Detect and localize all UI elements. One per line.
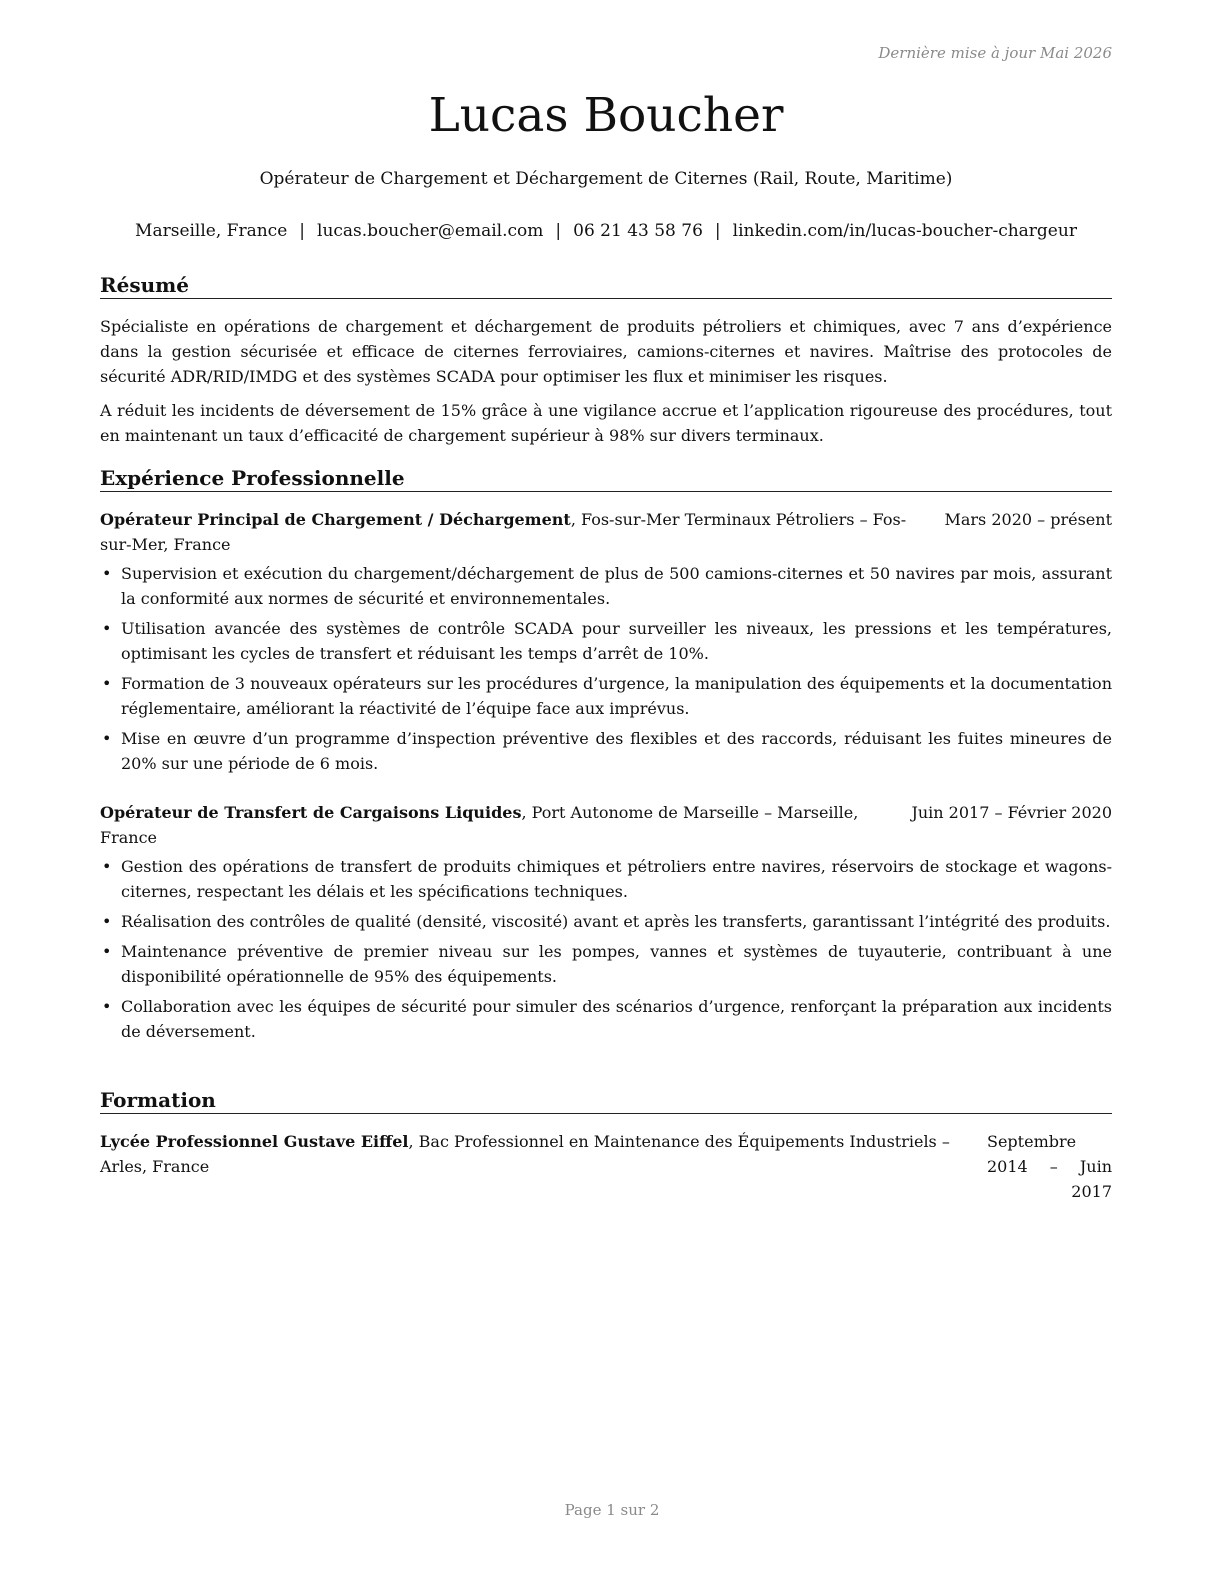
bullet-icon: • <box>102 619 112 638</box>
experience-bullet-list <box>100 561 1112 776</box>
contact-phone: 06 21 43 58 76 <box>573 221 703 241</box>
experience-company: , Port Autonome de Marseille – Marseille, France <box>100 803 859 847</box>
experience-entry <box>100 800 1112 1049</box>
bullet-icon: • <box>102 674 112 693</box>
experience-entry-header <box>100 507 1112 557</box>
bullet-text: Collaboration avec les équipes de sécurité pour simuler des scénarios d’urgence, renforçant la préparation aux incidents de déversement. <box>121 997 1112 1041</box>
bullet-icon: • <box>102 942 112 961</box>
experience-bullet <box>100 854 1112 904</box>
experience-bullet <box>100 616 1112 666</box>
bullet-icon: • <box>102 912 112 931</box>
experience-entry <box>100 507 1112 781</box>
contact-line <box>100 218 1112 244</box>
bullet-text: Utilisation avancée des systèmes de contrôle SCADA pour surveiller les niveaux, les pressions et les températures, optimisant les cycles de transfert et réduisant les temps d’arrêt de 10%. <box>121 619 1112 663</box>
experience-entry-header <box>100 800 1112 850</box>
contact-separator: | <box>714 221 721 241</box>
bullet-icon: • <box>102 729 112 748</box>
experience-bullet <box>100 561 1112 611</box>
bullet-icon: • <box>102 997 112 1016</box>
experience-bullet-list <box>100 854 1112 1044</box>
education-degree: , Bac Professionnel en Maintenance des Équipements Industriels – Arles, France <box>100 1132 950 1176</box>
bullet-text: Gestion des opérations de transfert de produits chimiques et pétroliers entre navires, réservoirs de stockage et wagons-citernes, respectant les délais et les spécifications techniques. <box>121 857 1112 901</box>
bullet-text: Mise en œuvre d’un programme d’inspection préventive des flexibles et des raccords, réduisant les fuites mineures de 20% sur une période de 6 mois. <box>121 729 1112 773</box>
education-school: Lycée Professionnel Gustave Eiffel <box>100 1132 409 1151</box>
bullet-icon: • <box>102 857 112 876</box>
experience-title: Opérateur de Transfert de Cargaisons Liquides <box>100 803 522 822</box>
contact-email-link[interactable]: lucas.boucher@email.com <box>317 221 544 241</box>
contact-separator: | <box>299 221 306 241</box>
section-heading-education: Formation <box>100 1087 1112 1114</box>
education-entry <box>100 1129 1112 1201</box>
summary-paragraph: Spécialiste en opérations de chargement et déchargement de produits pétroliers et chimiques, avec 7 ans d’expérience dans la gestion sécurisée et efficace de citernes ferroviaires, camions-citernes et navires. Maîtrise des protocoles de sécurité ADR/RID/IMDG et des systèmes SCADA pour optimiser les flux et minimiser les risques. <box>100 317 1112 386</box>
experience-dates: Mars 2020 – présent <box>920 507 1112 532</box>
experience-bullet <box>100 726 1112 776</box>
experience-bullet <box>100 994 1112 1044</box>
bullet-icon: • <box>102 564 112 583</box>
bullet-text: Maintenance préventive de premier niveau sur les pompes, vannes et systèmes de tuyauterie, contribuant à une disponibilité opérationnelle de 95% des équipements. <box>121 942 1112 986</box>
section-heading-experience: Expérience Professionnelle <box>100 465 1112 492</box>
contact-location: Marseille, France <box>135 221 288 241</box>
experience-company: , Fos-sur-Mer Terminaux Pétroliers – Fos-sur-Mer, France <box>100 510 907 554</box>
education-dates: Septembre 2014 – Juin 2017 <box>987 1132 1112 1201</box>
experience-title: Opérateur Principal de Chargement / Déchargement <box>100 510 571 529</box>
candidate-name: Lucas Boucher <box>428 88 784 143</box>
bullet-text: Supervision et exécution du chargement/déchargement de plus de 500 camions-citernes et 50 navires par mois, assurant la conformité aux normes de sécurité et environnementales. <box>121 564 1112 608</box>
experience-bullet <box>100 671 1112 721</box>
education-institution-line <box>100 1129 980 1179</box>
bullet-text: Formation de 3 nouveaux opérateurs sur les procédures d’urgence, la manipulation des équipements et la documentation réglementaire, améliorant la réactivité de l’équipe face aux imprévus. <box>121 674 1112 718</box>
page-number: Page 1 sur 2 <box>564 1501 660 1519</box>
section-heading-summary: Résumé <box>100 272 1112 299</box>
experience-bullet <box>100 939 1112 989</box>
contact-linkedin-link[interactable]: linkedin.com/in/lucas-boucher-chargeur <box>732 221 1077 241</box>
experience-bullet <box>100 909 1112 934</box>
bullet-text: Réalisation des contrôles de qualité (densité, viscosité) avant et après les transferts, garantissant l’intégrité des produits. <box>121 912 1111 931</box>
job-title-subtitle: Opérateur de Chargement et Déchargement de Citernes (Rail, Route, Maritime) <box>259 169 953 189</box>
experience-dates: Juin 2017 – Février 2020 <box>887 800 1112 825</box>
contact-separator: | <box>555 221 562 241</box>
summary-paragraph: A réduit les incidents de déversement de 15% grâce à une vigilance accrue et l’application rigoureuse des procédures, tout en maintenant un taux d’efficacité de chargement supérieur à 98% sur divers terminaux. <box>100 401 1112 445</box>
last-updated: Dernière mise à jour Mai 2026 <box>878 44 1112 62</box>
